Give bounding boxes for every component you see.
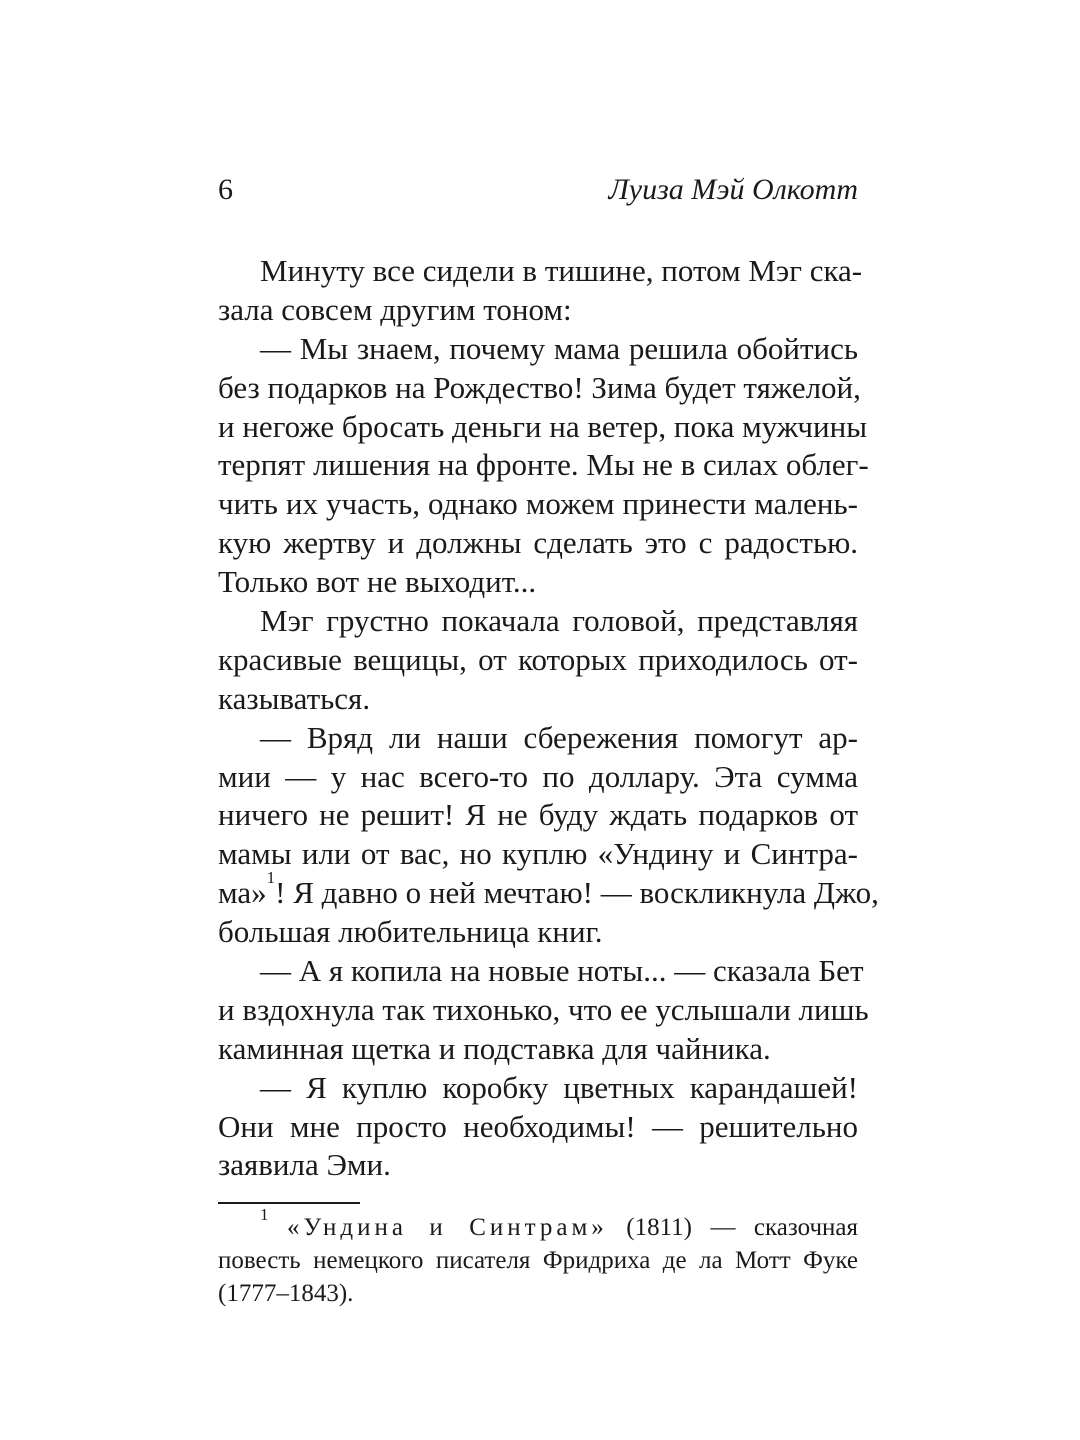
text-line: большая любительница книг. — [218, 914, 603, 950]
text-line: Только вот не выходит... — [218, 564, 537, 600]
text-line: Они мне просто необходимы! — решительно — [218, 1108, 858, 1144]
text-line: мамы или от вас, но куплю «Ундину и Синтра- — [218, 836, 858, 872]
text-line: каминная щетка и подставка для чайника. — [218, 1030, 771, 1066]
text-line: кую жертву и должны сделать это с радостью. — [218, 525, 858, 561]
text-line: и негоже бросать деньги на ветер, пока мужчины — [218, 408, 868, 444]
text-fragment: ! Я давно о ней мечтаю! — воскликнула Джо, — [275, 875, 879, 911]
text-line: казываться. — [218, 680, 371, 716]
footnote-line — [218, 1205, 859, 1244]
text-line: чить их участь, однако можем принести малень- — [218, 486, 858, 522]
footnote-marker: 1 — [260, 1205, 269, 1224]
text-line: и вздохнула так тихонько, что ее услышали лишь — [218, 991, 869, 1027]
text-line: заявила Эми. — [218, 1147, 391, 1183]
text-line: — Вряд ли наши сбережения помогут ар- — [260, 719, 858, 755]
footnote-line: (1777–1843). — [218, 1280, 354, 1307]
text-line: — А я копила на новые ноты... — сказала Бет — [260, 953, 864, 989]
text-line-with-footnote-ref — [218, 868, 879, 913]
text-line: — Я куплю коробку цветных карандашей! — [260, 1069, 858, 1105]
text-fragment: ма» — [218, 875, 267, 911]
running-head: Луиза Мэй Олкотт — [608, 173, 858, 206]
text-line: красивые вещицы, от которых приходилось от- — [218, 641, 858, 677]
text-line: ничего не решит! Я не буду ждать подарков от — [218, 797, 858, 833]
footnote-line: повесть немецкого писателя Фридриха де ла Мотт Фуке — [218, 1247, 858, 1274]
footnote-divider — [218, 1202, 360, 1204]
footnote-ref: 1 — [266, 868, 276, 888]
footnote-text: (1811) — сказочная — [607, 1214, 859, 1241]
text-line: Мэг грустно покачала головой, представляя — [260, 603, 858, 639]
text-line: Минуту все сидели в тишине, потом Мэг ска- — [260, 253, 863, 288]
text-line: зала совсем другим тоном: — [218, 291, 572, 327]
text-line: без подарков на Рождество! Зима будет тяжелой, — [218, 369, 861, 405]
text-line: терпят лишения на фронте. Мы не в силах облег- — [218, 447, 869, 483]
page-number: 6 — [218, 173, 233, 206]
text-line: мии — у нас всего-то по доллару. Эта сумма — [218, 758, 858, 794]
footnote-title: «Ундина и Синтрам» — [286, 1214, 608, 1241]
footnote — [218, 1205, 859, 1310]
text-line: — Мы знаем, почему мама решила обойтись — [260, 330, 858, 366]
main-text — [218, 252, 879, 1185]
